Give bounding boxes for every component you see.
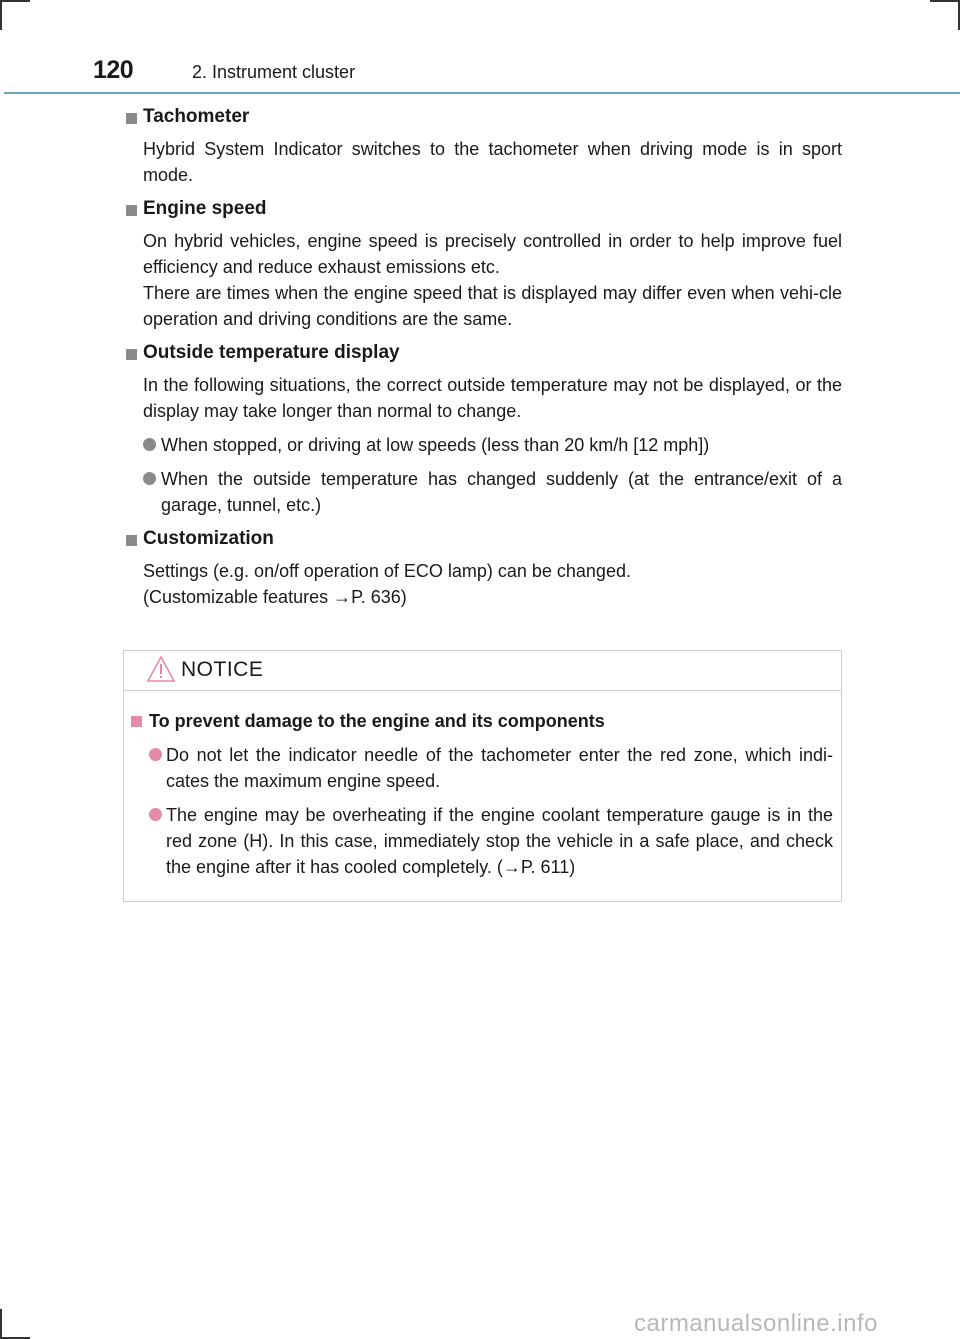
- notice-body: [124, 708, 841, 888]
- square-bullet-icon: [131, 716, 142, 727]
- notice-heading: To prevent damage to the engine and its components: [124, 708, 841, 734]
- square-bullet-icon: [126, 349, 137, 360]
- crop-mark: [0, 0, 30, 2]
- section-heading: Customization: [124, 526, 842, 552]
- page-header: [0, 52, 960, 94]
- list-item: Do not let the indicator needle of the tachometer enter the red zone, which indi-cates the maximum engine speed.: [124, 742, 841, 794]
- square-bullet-icon: [126, 113, 137, 124]
- watermark: carmanualsonline.info: [634, 1310, 878, 1337]
- paragraph: Settings (e.g. on/off operation of ECO lamp) can be changed. (Customizable features →P. 636): [124, 558, 842, 610]
- notice-header: [124, 651, 841, 691]
- page-reference[interactable]: (Customizable features →P. 636): [143, 587, 407, 607]
- crop-mark: [0, 1309, 2, 1339]
- crop-mark: [0, 0, 2, 30]
- main-content: [124, 104, 842, 618]
- warning-icon: [146, 655, 176, 683]
- section-heading: Tachometer: [124, 104, 842, 130]
- square-bullet-icon: [126, 535, 137, 546]
- circle-bullet-icon: [149, 808, 162, 821]
- list-item: When the outside temperature has changed suddenly (at the entrance/exit of a garage, tunnel, etc.): [124, 466, 842, 518]
- paragraph: In the following situations, the correct outside temperature may not be displayed, or the display may take longer than normal to change.: [143, 375, 842, 421]
- list-item: When stopped, or driving at low speeds (less than 20 km/h [12 mph]): [124, 432, 842, 458]
- section-title: 2. Instrument cluster: [192, 62, 356, 82]
- notice-box: [123, 650, 842, 902]
- circle-bullet-icon: [149, 748, 162, 761]
- paragraph: On hybrid vehicles, engine speed is precisely controlled in order to help improve fuel efficiency and reduce exhaust emissions etc. There are times when the engine speed that is displayed may differ even when vehi-cle operation and driving conditions are the same.: [143, 231, 842, 329]
- section-heading: Outside temperature display: [124, 340, 842, 366]
- section-heading: Engine speed: [124, 196, 842, 222]
- notice-title: NOTICE: [181, 658, 264, 681]
- circle-bullet-icon: [143, 472, 156, 485]
- list-item: The engine may be overheating if the engine coolant temperature gauge is in the red zone (H). In this case, immediately stop the vehicle in a safe place, and check the engine after it has cooled completely. (→P. 611): [124, 802, 841, 880]
- crop-mark: [930, 0, 960, 2]
- header-rule: [4, 92, 960, 94]
- page-number: 120: [93, 56, 134, 84]
- square-bullet-icon: [126, 205, 137, 216]
- circle-bullet-icon: [143, 438, 156, 451]
- paragraph: Hybrid System Indicator switches to the tachometer when driving mode is in sport mode.: [143, 139, 842, 185]
